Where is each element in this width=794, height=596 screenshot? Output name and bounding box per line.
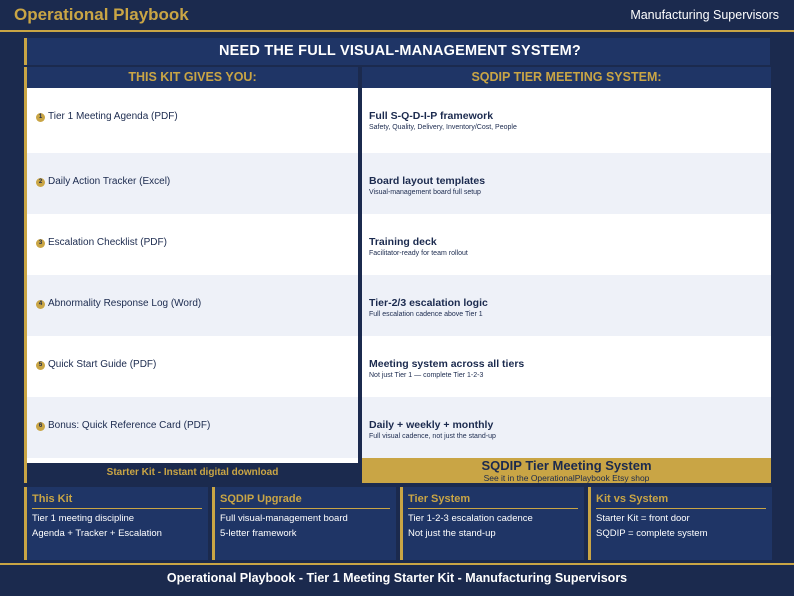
feature-item	[362, 336, 771, 397]
headline-banner	[24, 38, 770, 65]
number-badge: 3	[36, 239, 45, 248]
list-item-label: Bonus: Quick Reference Card (PDF)	[48, 420, 211, 431]
footer-bar	[0, 565, 794, 596]
number-badge: 1	[36, 113, 45, 122]
card-title: This Kit	[32, 493, 73, 505]
card-divider	[32, 508, 202, 509]
feature-subtitle: Not just Tier 1 — complete Tier 1-2-3	[369, 372, 484, 379]
feature-subtitle: Full escalation cadence above Tier 1	[369, 311, 483, 318]
list-item	[27, 397, 358, 458]
card-line: Tier 1 meeting discipline	[32, 513, 135, 524]
audience-label: Manufacturing Supervisors	[630, 8, 779, 22]
sqdip-system-heading: SQDIP TIER MEETING SYSTEM:	[362, 67, 771, 88]
feature-subtitle: Full visual cadence, not just the stand-up	[369, 433, 496, 440]
comparison-card	[400, 487, 584, 560]
feature-item	[362, 275, 771, 336]
feature-title: Full S-Q-D-I-P framework	[369, 110, 494, 122]
number-badge: 4	[36, 300, 45, 309]
feature-subtitle: Safety, Quality, Delivery, Inventory/Cost, People	[369, 124, 517, 131]
comparison-card	[212, 487, 396, 560]
sqdip-cta-banner[interactable]	[362, 458, 771, 483]
list-item	[27, 153, 358, 214]
list-item	[27, 336, 358, 397]
list-item-label: Abnormality Response Log (Word)	[48, 298, 202, 309]
number-badge: 2	[36, 178, 45, 187]
card-line: Full visual-management board	[220, 513, 348, 524]
cta-subtitle: See it in the OperationalPlaybook Etsy shop	[483, 473, 650, 483]
card-line: Starter Kit = front door	[596, 513, 690, 524]
card-title: Kit vs System	[596, 493, 669, 505]
feature-title: Tier-2/3 escalation logic	[369, 297, 488, 309]
feature-subtitle: Facilitator-ready for team rollout	[369, 250, 468, 257]
cta-title: SQDIP Tier Meeting System	[481, 458, 652, 473]
feature-title: Meeting system across all tiers	[369, 358, 525, 370]
card-line: Agenda + Tracker + Escalation	[32, 528, 162, 539]
brand-title: Operational Playbook	[14, 5, 189, 24]
starter-kit-footer: Starter Kit - Instant digital download	[27, 463, 358, 483]
feature-item	[362, 397, 771, 458]
list-item-label: Escalation Checklist (PDF)	[48, 237, 167, 248]
feature-item	[362, 88, 771, 149]
headline-text: NEED THE FULL VISUAL-MANAGEMENT SYSTEM?	[219, 43, 581, 59]
footer-text: Operational Playbook - Tier 1 Meeting Starter Kit - Manufacturing Supervisors	[166, 571, 628, 585]
card-line: 5-letter framework	[220, 528, 297, 539]
feature-item	[362, 214, 771, 275]
list-item-label: Tier 1 Meeting Agenda (PDF)	[48, 111, 178, 122]
card-line: Tier 1-2-3 escalation cadence	[408, 513, 533, 524]
comparison-card	[588, 487, 772, 560]
feature-subtitle: Visual-management board full setup	[369, 189, 481, 196]
card-title: SQDIP Upgrade	[220, 493, 302, 505]
list-item-label: Daily Action Tracker (Excel)	[48, 176, 171, 187]
list-item	[27, 214, 358, 275]
card-divider	[596, 508, 766, 509]
number-badge: 5	[36, 361, 45, 370]
card-title: Tier System	[408, 493, 471, 505]
card-divider	[408, 508, 578, 509]
comparison-card	[24, 487, 208, 560]
list-item	[27, 275, 358, 336]
feature-item	[362, 153, 771, 214]
list-item	[27, 88, 358, 149]
kit-contents-heading: THIS KIT GIVES YOU:	[27, 67, 358, 88]
feature-title: Daily + weekly + monthly	[369, 419, 494, 431]
feature-title: Board layout templates	[369, 175, 486, 187]
feature-title: Training deck	[369, 236, 437, 248]
top-gold-divider	[0, 30, 794, 32]
list-item-label: Quick Start Guide (PDF)	[48, 359, 157, 370]
card-line: SQDIP = complete system	[596, 528, 708, 539]
top-bar	[0, 0, 794, 30]
number-badge: 6	[36, 422, 45, 431]
sqdip-system-panel	[362, 67, 771, 483]
card-divider	[220, 508, 390, 509]
kit-contents-panel	[24, 67, 358, 483]
card-line: Not just the stand-up	[408, 528, 496, 539]
